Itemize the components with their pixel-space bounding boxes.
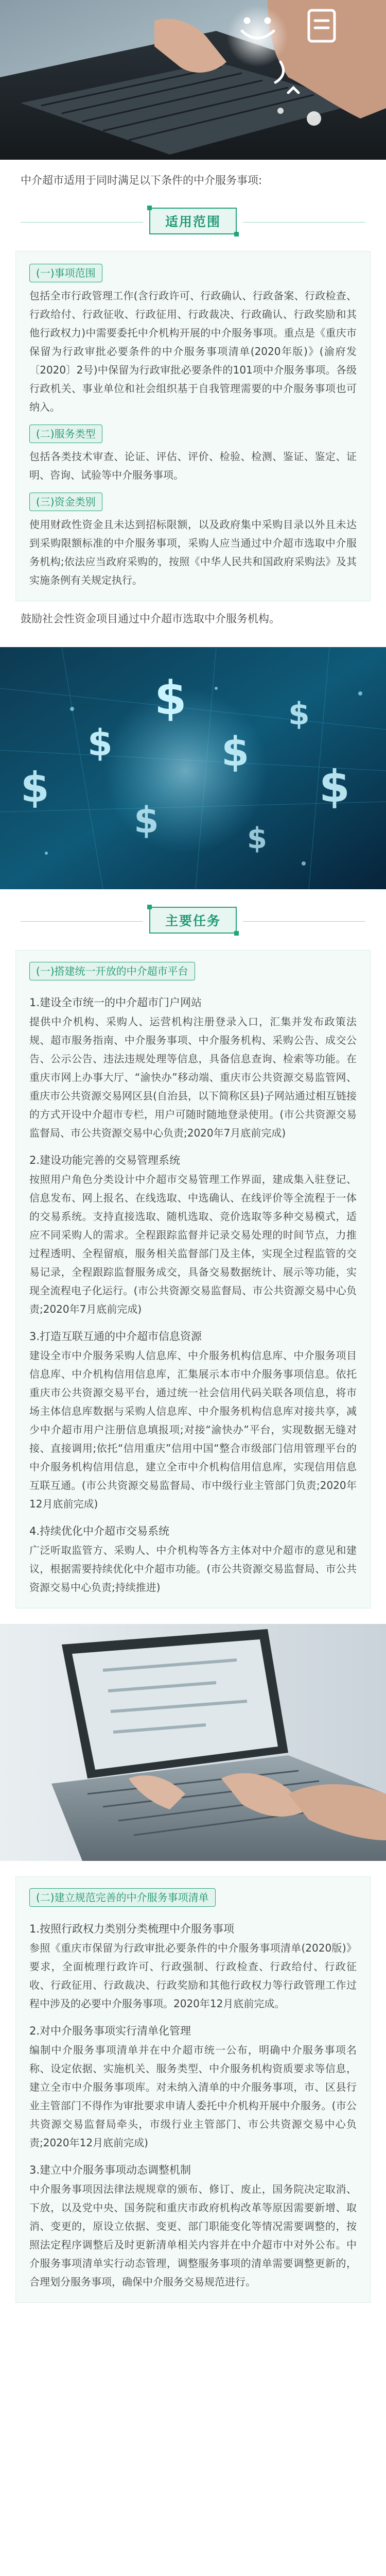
- task1-heading-2: 2.建设功能完善的交易管理系统: [29, 1154, 181, 1166]
- scope-note: 鼓励社会性资金项目通过中介超市选取中介服务机构。: [21, 613, 280, 625]
- scope-corner-br: [234, 232, 239, 236]
- hero-photo-art: [0, 0, 386, 160]
- laptop-photo: [0, 1624, 386, 1861]
- scope-title: 适用范围: [165, 214, 221, 229]
- tasks-title-box: [143, 907, 243, 934]
- tasks-part2-tag: (二)建立规范完善的中介服务事项清单: [29, 1888, 216, 1907]
- intro-text: 中介超市适用于同时满足以下条件的中介服务事项:: [21, 174, 262, 187]
- tasks-part1-tag: (一)搭建统一开放的中介超市平台: [29, 962, 195, 980]
- svg-text:$: $: [87, 722, 113, 764]
- scope-section-header: [0, 205, 386, 241]
- task2-heading-2: 2.对中介服务事项实行清单化管理: [29, 2025, 191, 2037]
- scope-tag-3: (三)资金类别: [29, 493, 102, 511]
- svg-text:$: $: [221, 729, 250, 775]
- task1-heading-4: 4.持续优化中介超市交易系统: [29, 1525, 170, 1537]
- laptop-photo-art: [0, 1624, 386, 1861]
- task1-heading-3: 3.打造互联互通的中介超市信息资源: [29, 1330, 202, 1343]
- scope-text-1: 包括全市行政管理工作(含行政许可、行政确认、行政备案、行政检查、行政给付、行政征收、行政征用、行政裁决、行政确认、行政奖励和其他行政权力)中需要委托中介机构开展的中介服务事项。重点是《重庆市保留为行政审批必要条件的中介服务事项清单(2020年版)》(渝府发〔2020〕2号)中保留为行政审批必要条件的101项中介服务事项。各级行政机关、事业单位和社会组织基于自我管理需要的中介服务事项也可纳入。: [29, 290, 357, 413]
- tasks-card-1: [15, 950, 371, 1608]
- task2-heading-1: 1.按照行政权力类别分类梳理中介服务事项: [29, 1923, 235, 1935]
- task1-text-3: 建设全市中介服务采购人信息库、中介服务机构信息库、中介服务项目信息库、中介机构信用信息库，汇集展示本市中介服务事项信息。依托重庆市公共资源交易平台，通过统一社会信用代码关联各项信息，将市场主体信息库数据与采购人信息库、中介服务机构信息库对接共享，减少中介超市用户注册信息填报项;对接“渝快办”平台，实现数据无缝对接、直接调用;依托“信用重庆”信用中国“整合市级部门信用管理平台的中介服务机构信用信息，建立全市中介机构信用信息库，实现信用信息互联互通。(市公共资源交易监督局、市中级行业主管部门负责;2020年12月底前完成): [29, 1349, 357, 1510]
- task2-text-1: 参照《重庆市保留为行政审批必要条件的中介服务事项清单(2020版)》要求，全面梳理行政许可、行政强制、行政检查、行政给付、行政征收、行政征用、行政裁决、行政奖励和其他行政权力等行政管理工作过程中涉及的必要中介服务事项。2020年12月底前完成。: [29, 1942, 357, 2010]
- task1-text-1: 提供中介机构、采购人、运营机构注册登录入口，汇集并发布政策法规、超市服务指南、中介服务事项、中介服务机构、采购公告、成交公告、公示公告、违法违规处理等信息，具备信息查询、检索等功能。在重庆市网上办事大厅、“渝快办”移动端、重庆市公共资源交易监管网、重庆市公共资源交易网区县(自治县，以下简称区县)子网站通过相互链接的方式开设中介超市专栏，用户可随时随地登录使用。(市公共资源交易监督局、市公共资源交易中心负责;2020年7月底前完成): [29, 1015, 357, 1139]
- scope-text-3: 使用财政性资金且未达到招标限额，以及政府集中采购目录以外且未达到采购限额标准的中介服务事项，采购人应当通过中介超市选取中介服务机构;依法应当政府采购的，按照《中华人民共和国政府采购法》及其实施条例有关规定执行。: [29, 518, 357, 586]
- task1-text-4: 广泛听取监管方、采购人、中介机构等各方主体对中介超市的意见和建议，根据需要持续优化中介超市功能。(市公共资源交易监督局、市公共资源交易中心负责;持续推进): [29, 1544, 357, 1594]
- scope-card: [15, 251, 371, 601]
- task2-text-3: 中介服务事项因法律法规规章的颁布、修订、废止，国务院决定取消、下放，以及党中央、国务院和重庆市政府机构改革等原因需要新增、取消、变更的，原设立依据、变更、部门职能变化等情况需要调整的，按照法定程序调整后及时更新清单相关内容并在中介超市中对外公布。中介服务事项清单实行动态管理，调整服务事项的清单需要调整更新的，合理划分服务事项，确保中介服务交易规范进行。: [29, 2183, 357, 2288]
- tasks-card-2: [15, 1876, 371, 2303]
- scope-title-box: [143, 208, 243, 234]
- svg-text:$: $: [154, 671, 187, 725]
- hero-photo: [0, 0, 386, 160]
- tasks-corner-tl: [147, 905, 152, 909]
- svg-text:$: $: [21, 764, 49, 811]
- scope-text-2: 包括各类技术审查、论证、评估、评价、检验、检测、鉴证、鉴定、证明、咨询、试验等中介服务事项。: [29, 450, 357, 481]
- scope-tag-1: (一)事项范围: [29, 264, 102, 282]
- svg-text:$: $: [247, 822, 267, 855]
- tasks-title: 主要任务: [165, 913, 221, 928]
- tasks-section-header: [0, 904, 386, 940]
- scope-tag-2: (二)服务类型: [29, 425, 102, 443]
- finance-photo: [0, 647, 386, 889]
- task1-heading-1: 1.建设全市统一的中介超市门户网站: [29, 996, 202, 1009]
- scope-corner-tl: [147, 206, 152, 210]
- task2-heading-3: 3.建立中介服务事项动态调整机制: [29, 2164, 191, 2176]
- scope-title-frame: [149, 208, 237, 234]
- task1-text-2: 按照用户角色分类设计中介超市交易管理工作界面，建成集入驻登记、信息发布、网上报名、在线选取、中选确认、在线评价等全流程于一体的交易系统。支持直接选取、随机选取、竞价选取等多种交易模式，适应不同采购人的需求。全程跟踪监督并记录交易处理的时间节点，力推过程透明、全程留痕，服务相关监督部门及主体，实现全过程监管的交易记录，全程跟踪监督服务成交，具备交易数据统计、展示等功能，实现全流程电子化运行。(市公共资源交易监督局、市公共资源交易中心负责;2020年7月底前完成): [29, 1173, 357, 1315]
- task2-text-2: 编制中介服务事项清单并在中介超市统一公布，明确中介服务事项名称、设定依据、实施机关、服务类型、中介服务机构资质要求等信息，建立全市中介服务事项库。对未纳入清单的中介服务事项，市、区县行业主管部门不得作为审批要求申请人委托中介机构开展中介服务。(市公共资源交易监督局牵头，市级行业主管部门、市公共资源交易中心负责;2020年12月底前完成): [29, 2044, 357, 2149]
- tasks-title-frame: [149, 907, 237, 934]
- svg-text:$: $: [134, 799, 159, 841]
- svg-text:$: $: [288, 696, 310, 732]
- tasks-corner-br: [234, 931, 239, 936]
- svg-text:$: $: [319, 761, 350, 812]
- finance-photo-art: [0, 647, 386, 889]
